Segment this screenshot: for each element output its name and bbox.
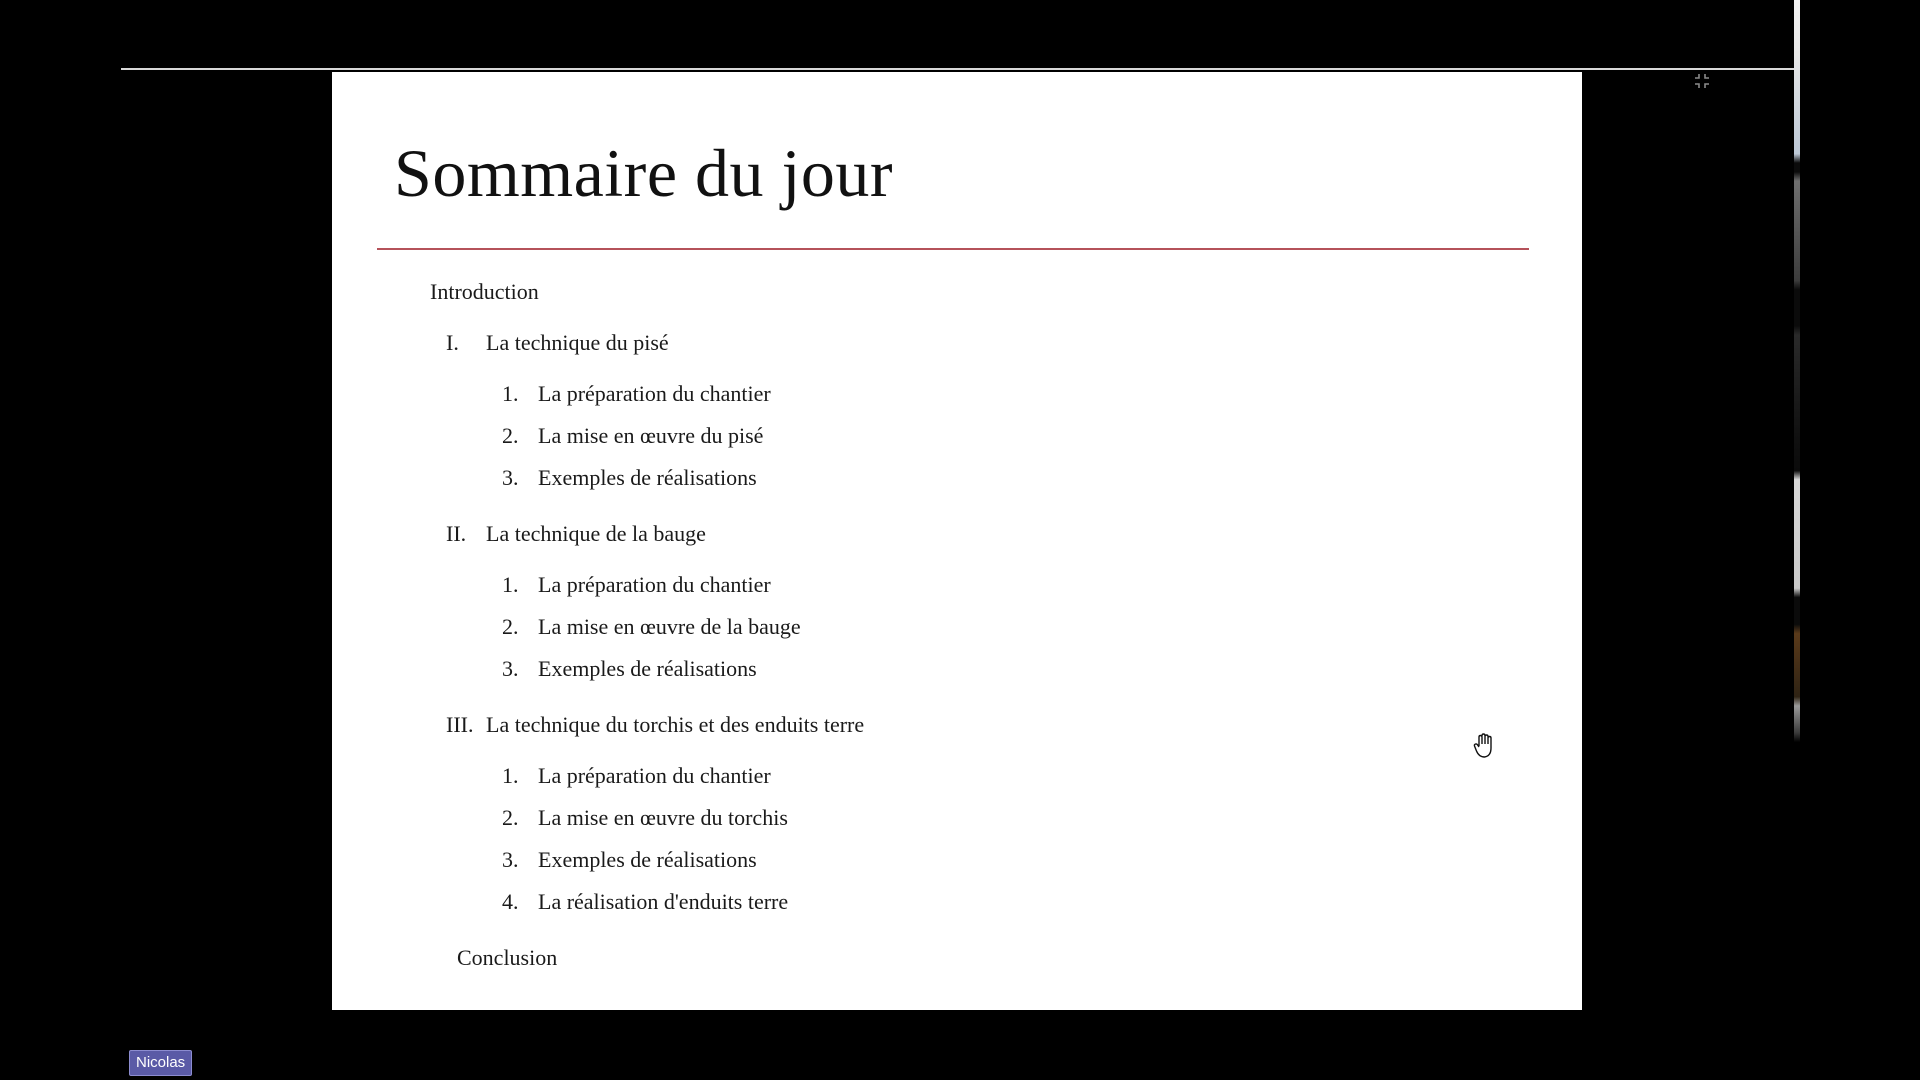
item-number: 2. — [502, 423, 519, 448]
section-number: I. — [446, 330, 459, 355]
item-number: 4. — [502, 889, 519, 914]
presentation-slide — [332, 72, 1582, 1010]
item-label: Exemples de réalisations — [538, 656, 757, 681]
toc-item — [502, 888, 788, 916]
section-number: II. — [446, 521, 467, 546]
toc-section-2 — [446, 520, 706, 548]
title-divider — [377, 248, 1529, 250]
toc-item — [502, 571, 771, 599]
toc-item — [502, 846, 757, 874]
item-number: 2. — [502, 805, 519, 830]
toc-section-3 — [446, 711, 864, 739]
presenter-name-badge: Nicolas — [129, 1050, 192, 1076]
item-label: Exemples de réalisations — [538, 465, 757, 490]
item-label: La réalisation d'enduits terre — [538, 889, 789, 914]
item-label: Exemples de réalisations — [538, 847, 757, 872]
section-title: La technique du pisé — [486, 330, 669, 355]
toc-item — [502, 422, 763, 450]
item-label: La mise en œuvre du torchis — [538, 805, 788, 830]
video-thumbnail-strip — [1794, 0, 1800, 905]
item-label: La mise en œuvre de la bauge — [538, 614, 801, 639]
exit-fullscreen-icon[interactable] — [1690, 72, 1714, 96]
toc-item — [502, 464, 757, 492]
toc-section-1 — [446, 329, 669, 357]
toc-conclusion: Conclusion — [457, 945, 558, 970]
item-number: 3. — [502, 465, 519, 490]
item-label: La préparation du chantier — [538, 763, 771, 788]
item-number: 2. — [502, 614, 519, 639]
toc-item — [502, 804, 788, 832]
item-label: La préparation du chantier — [538, 572, 771, 597]
hand-pointer-icon — [1472, 732, 1498, 760]
toc-item — [502, 655, 757, 683]
toc-item — [502, 613, 801, 641]
item-number: 1. — [502, 572, 519, 597]
toc-item — [502, 380, 771, 408]
item-label: La mise en œuvre du pisé — [538, 423, 764, 448]
item-number: 3. — [502, 656, 519, 681]
section-title: La technique du torchis et des enduits terre — [486, 712, 865, 737]
item-number: 3. — [502, 847, 519, 872]
section-title: La technique de la bauge — [486, 521, 706, 546]
section-number: III. — [446, 712, 474, 737]
slide-title: Sommaire du jour — [394, 135, 894, 211]
item-number: 1. — [502, 381, 519, 406]
toc-item — [502, 762, 771, 790]
item-number: 1. — [502, 763, 519, 788]
window-top-border — [121, 68, 1795, 70]
item-label: La préparation du chantier — [538, 381, 771, 406]
toc-introduction: Introduction — [430, 279, 539, 304]
